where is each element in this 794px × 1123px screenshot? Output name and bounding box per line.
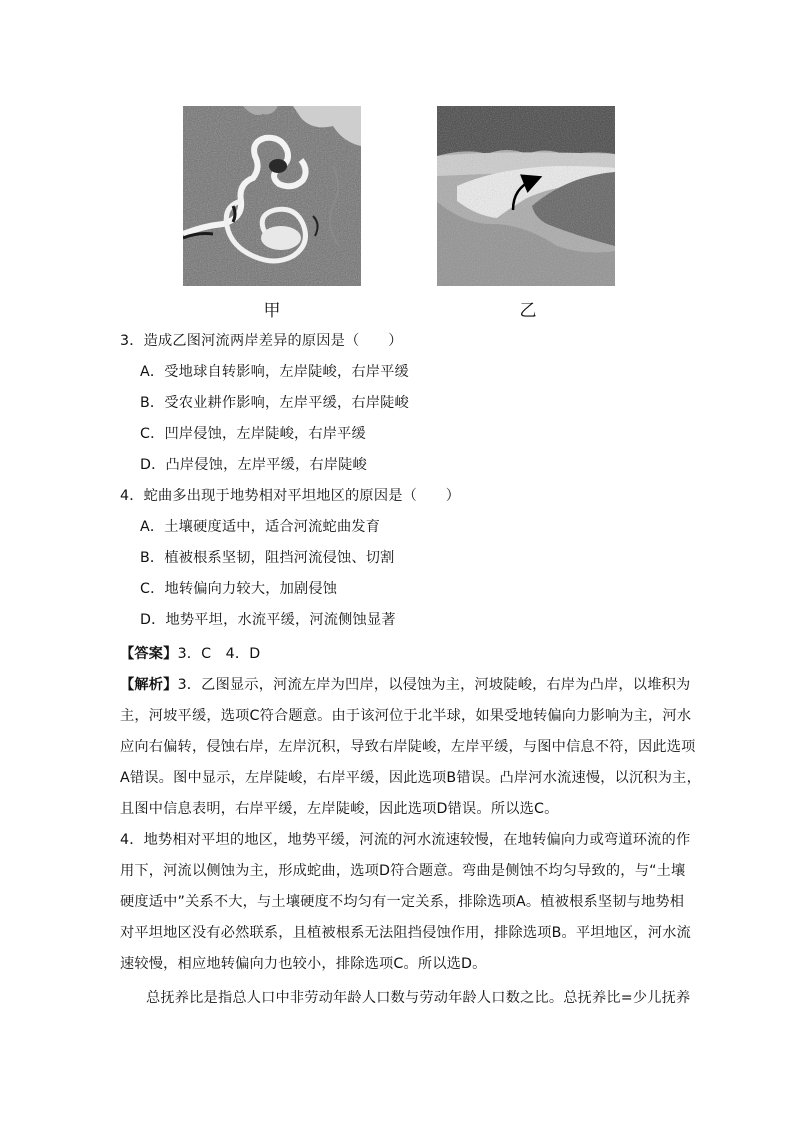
question-4-option-d: D．地势平坦，水流平缓，河流侧蚀显著 xyxy=(140,612,396,628)
analysis-line-5: 且图中信息表明，右岸平缓，左岸陡峻，因此选项D错误。所以选C。 xyxy=(120,801,559,817)
question-4-option-b: B．植被根系坚韧，阻挡河流侵蚀、切割 xyxy=(140,550,395,566)
answer-line xyxy=(120,644,260,664)
question-3-option-b: B．受农业耕作影响，左岸平缓，右岸陡峻 xyxy=(140,395,409,411)
question-3-option-a: A．受地球自转影响，左岸陡峻，右岸平缓 xyxy=(140,364,409,380)
photo-river-bend xyxy=(437,106,615,286)
analysis-label: 【解析】 xyxy=(120,677,178,693)
answer-text: 3．C 4．D xyxy=(177,646,261,662)
next-paragraph: 总抚养比是指总人口中非劳动年龄人口数与劳动年龄人口数之比。总抚养比=少儿抚养 xyxy=(146,990,691,1006)
analysis-line-2: 主，河坡平缓，选项C符合题意。由于该河位于北半球，如果受地转偏向力影响为主，河水 xyxy=(120,708,692,724)
analysis-line-4: A错误。图中显示，左岸陡峻，右岸平缓，因此选项B错误。凸岸河水流速慢，以沉积为主， xyxy=(120,770,701,786)
question-4-option-c: C．地转偏向力较大，加剧侵蚀 xyxy=(140,581,338,597)
satellite-image-meanders xyxy=(183,106,361,286)
analysis-line-6: 4．地势相对平坦的地区，地势平缓，河流的河水流速较慢，在地转偏向力或弯道环流的作 xyxy=(120,832,691,848)
analysis-text: 3．乙图显示，河流左岸为凹岸，以侵蚀为主，河坡陡峻，右岸为凸岸，以堆积为 xyxy=(177,677,691,693)
question-4-stem: 4．蛇曲多出现于地势相对平坦地区的原因是（ ） xyxy=(120,488,461,504)
question-4-option-a: A．土壤硬度适中，适合河流蛇曲发育 xyxy=(140,519,381,535)
question-3-option-c: C．凹岸侵蚀，左岸陡峻，右岸平缓 xyxy=(140,426,366,442)
analysis-line-9: 对平坦地区没有必然联系，且植被根系无法阻挡侵蚀作用，排除选项B。平坦地区，河水流 xyxy=(120,925,692,941)
analysis-line-3: 应向右偏转，侵蚀右岸，左岸沉积，导致右岸陡峻，左岸平缓，与图中信息不符，因此选项 xyxy=(120,739,696,755)
answer-label: 【答案】 xyxy=(120,646,178,662)
question-3-option-d: D．凸岸侵蚀，左岸平缓，右岸陡峻 xyxy=(140,457,367,473)
analysis-line-1 xyxy=(120,675,690,695)
analysis-line-8: 硬度适中”关系不大，与土壤硬度不均匀有一定关系，排除选项A。植被根系坚韧与地势相 xyxy=(120,894,685,910)
analysis-line-7: 用下，河流以侧蚀为主，形成蛇曲，选项D符合题意。弯曲是侧蚀不均匀导致的，与“土壤 xyxy=(120,863,686,879)
figure-caption-jia: 甲 xyxy=(263,301,281,321)
analysis-line-10: 速较慢，相应地转偏向力也较小，排除选项C。所以选D。 xyxy=(120,956,487,972)
question-3-stem: 3．造成乙图河流两岸差异的原因是（ ） xyxy=(120,333,403,349)
figure-caption-yi: 乙 xyxy=(519,301,537,321)
